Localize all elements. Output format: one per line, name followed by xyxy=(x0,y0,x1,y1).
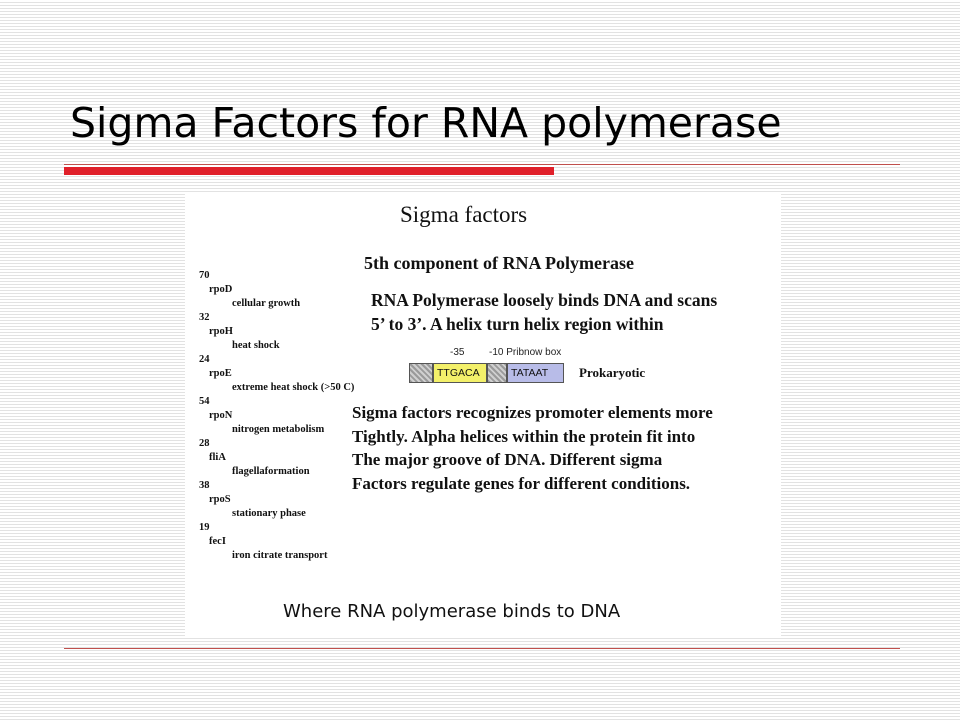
figure-caption: Where RNA polymerase binds to DNA xyxy=(283,601,621,622)
text-line: Factors regulate genes for different conditions. xyxy=(352,473,691,493)
sigma-gene: rpoE xyxy=(209,368,232,379)
text-line: Tightly. Alpha helices within the protein fit into xyxy=(352,426,696,446)
prokaryotic-label: Prokaryotic xyxy=(579,365,646,380)
text-line: The major groove of DNA. Different sigma xyxy=(352,450,663,469)
sigma-number: 19 xyxy=(199,522,210,533)
figure-subtitle: 5th component of RNA Polymerase xyxy=(364,253,634,273)
sigma-gene: fecI xyxy=(209,536,226,547)
sigma-function: cellular growth xyxy=(232,298,301,309)
sigma-factor-description xyxy=(352,401,713,495)
sigma-factors-figure xyxy=(185,192,781,636)
sigma-gene: fliA xyxy=(209,452,226,463)
sigma-function: extreme heat shock (>50 C) xyxy=(232,382,355,393)
text-line: Sigma factors recognizes promoter elements more xyxy=(352,403,713,422)
sigma-gene: rpoH xyxy=(209,326,233,337)
figure-title: Sigma factors xyxy=(400,202,528,227)
sigma-number: 32 xyxy=(199,312,210,323)
sigma-number: 70 xyxy=(199,270,210,281)
title-divider-line xyxy=(64,164,900,165)
minus35-label: -35 xyxy=(450,347,465,358)
sigma-number: 54 xyxy=(199,396,210,407)
text-line: 5’ to 3’. A helix turn helix region within xyxy=(371,314,664,334)
dna-spacer-segment xyxy=(487,363,507,383)
pribnow-box-label: -10 Pribnow box xyxy=(489,347,562,358)
slide-title: Sigma Factors for RNA polymerase xyxy=(70,99,782,147)
text-line: RNA Polymerase loosely binds DNA and scans xyxy=(371,290,718,310)
sigma-number: 38 xyxy=(199,480,210,491)
bottom-divider-line xyxy=(64,648,900,649)
minus10-box: TATAAT xyxy=(507,363,564,383)
minus35-box: TTGACA xyxy=(433,363,487,383)
promoter-diagram xyxy=(409,342,749,386)
sigma-function: flagellaformation xyxy=(232,466,310,477)
sigma-function: iron citrate transport xyxy=(232,550,328,561)
sigma-function: heat shock xyxy=(232,340,280,351)
rna-polymerase-description xyxy=(371,288,717,336)
title-accent-bar xyxy=(64,167,554,175)
sigma-gene: rpoN xyxy=(209,410,233,421)
sigma-gene: rpoS xyxy=(209,494,231,505)
sigma-function: stationary phase xyxy=(232,508,306,519)
sigma-number: 24 xyxy=(199,354,210,365)
dna-spacer-segment xyxy=(409,363,433,383)
sigma-function: nitrogen metabolism xyxy=(232,424,325,435)
sigma-number: 28 xyxy=(199,438,210,449)
sigma-gene: rpoD xyxy=(209,284,233,295)
